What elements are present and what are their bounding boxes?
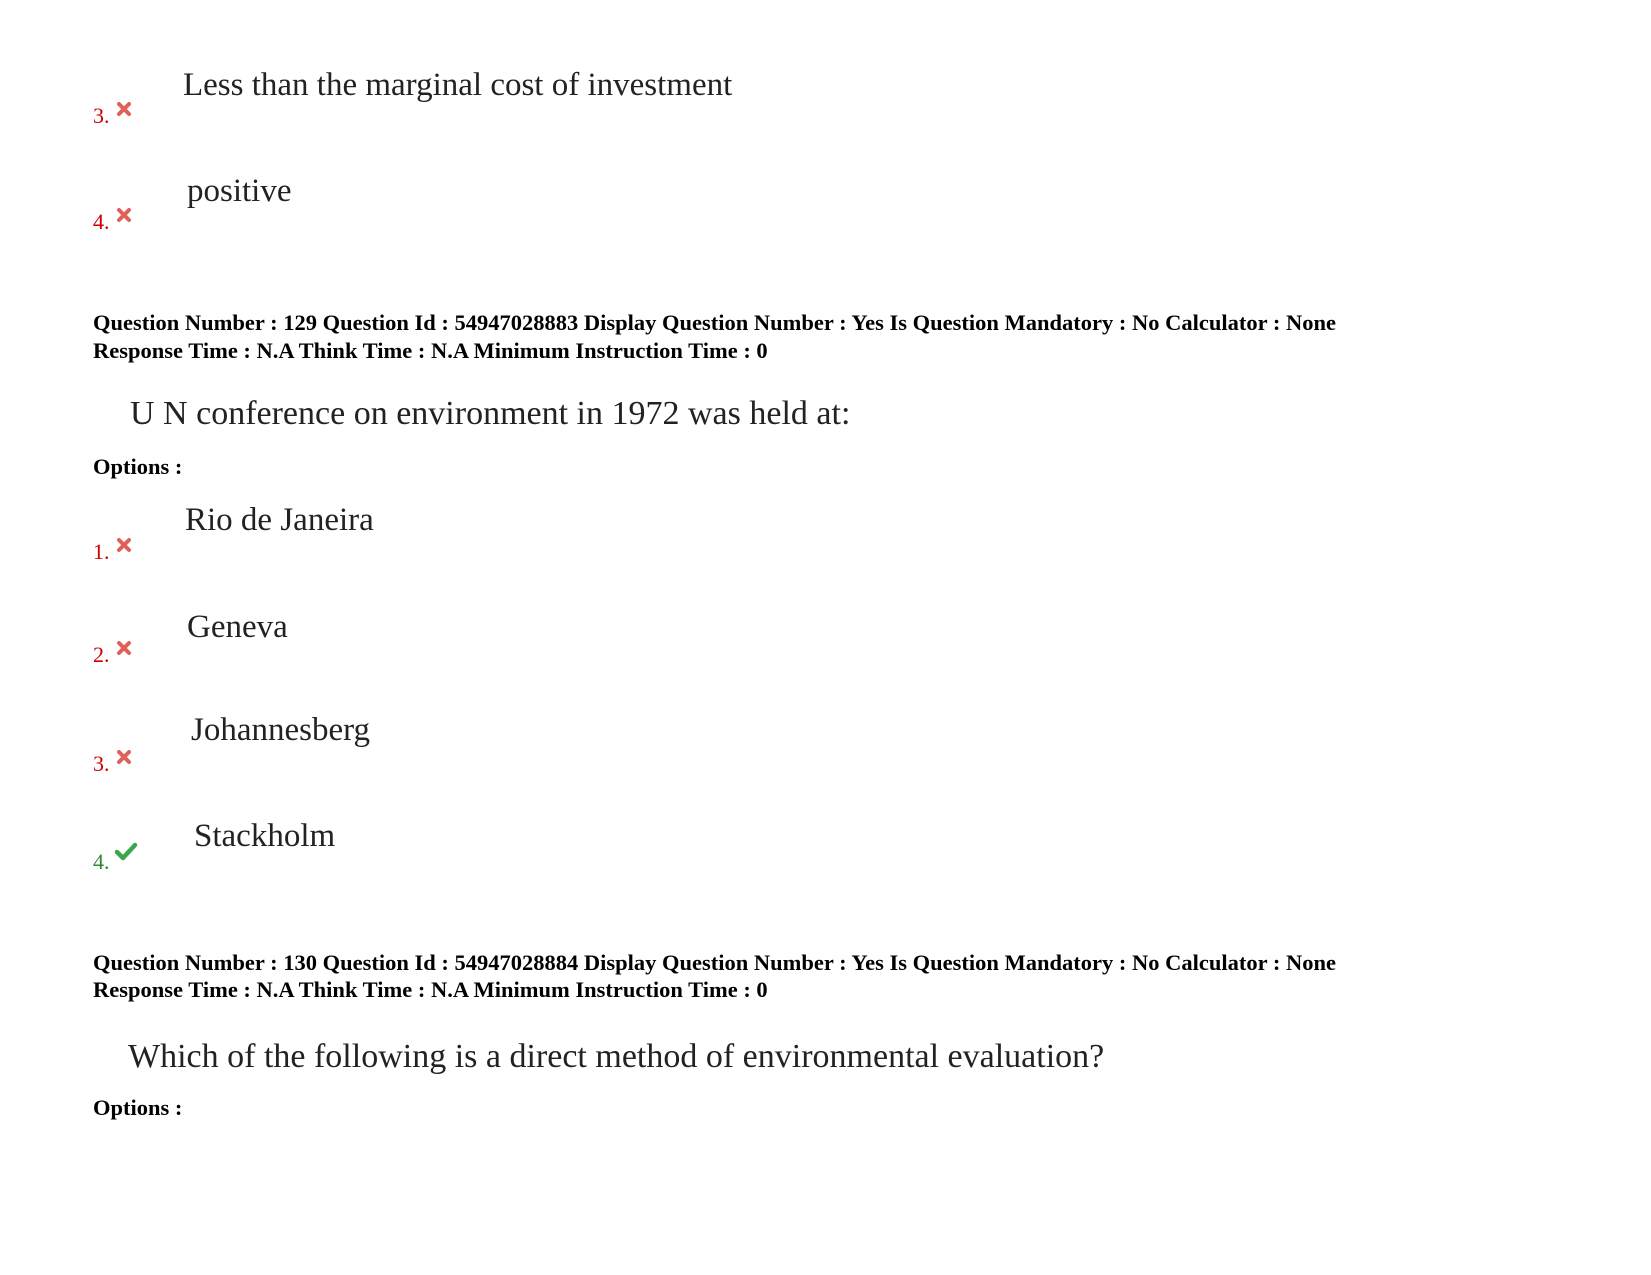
question-text: Which of the following is a direct method of environmental evaluation?	[128, 1038, 1105, 1075]
options-label: Options :	[93, 454, 183, 479]
option-number: 4.	[93, 850, 138, 874]
check-icon	[114, 842, 138, 867]
option-number: 3.	[93, 752, 132, 776]
option-text: Stackholm	[194, 818, 336, 854]
option-text: Johannesberg	[191, 712, 371, 748]
cross-icon	[116, 98, 132, 122]
question-meta-line2: Response Time : N.A Think Time : N.A Minimum Instruction Time : 0	[93, 338, 768, 363]
cross-icon	[116, 637, 132, 661]
question-meta-line1: Question Number : 129 Question Id : 54947028883 Display Question Number : Yes Is Question Mandatory : No Calculator : None	[93, 310, 1336, 335]
question-meta-line1: Question Number : 130 Question Id : 54947028884 Display Question Number : Yes Is Question Mandatory : No Calculator : None	[93, 950, 1336, 975]
option-text: Geneva	[187, 609, 288, 645]
cross-icon	[116, 534, 132, 558]
cross-icon	[116, 746, 132, 770]
option-text: Rio de Janeira	[185, 502, 374, 538]
option-number: 4.	[93, 210, 132, 234]
option-text: positive	[187, 173, 292, 209]
option-number: 3.	[93, 104, 132, 128]
option-text: Less than the marginal cost of investment	[183, 67, 733, 103]
options-label: Options :	[93, 1095, 183, 1120]
cross-icon	[116, 204, 132, 228]
option-number: 2.	[93, 643, 132, 667]
question-text: U N conference on environment in 1972 was held at:	[130, 395, 851, 432]
option-number: 1.	[93, 540, 132, 564]
question-meta-line2: Response Time : N.A Think Time : N.A Minimum Instruction Time : 0	[93, 977, 768, 1002]
